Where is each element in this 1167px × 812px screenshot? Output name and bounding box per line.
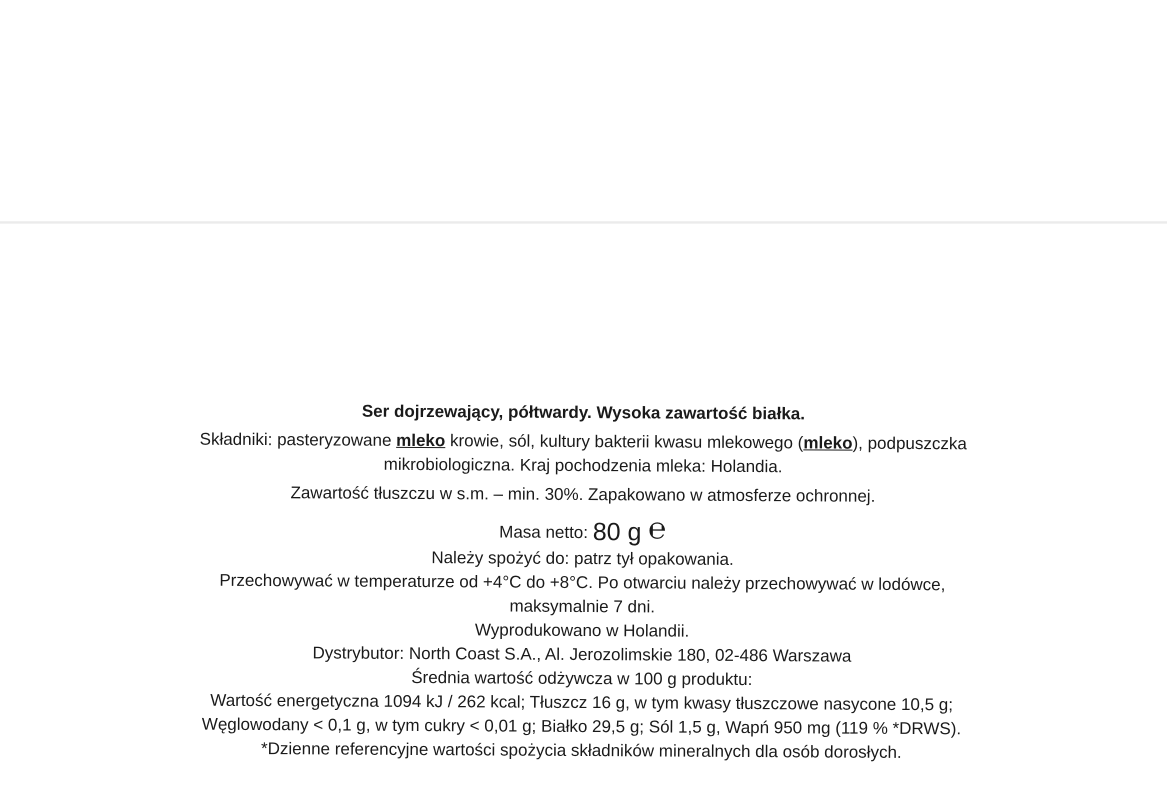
storage-line-2: maksymalnie 7 dni. [509, 596, 656, 617]
product-label [0, 397, 1167, 766]
net-mass-label: Masa netto: [499, 522, 593, 543]
allergen-milk-2: mleko [803, 433, 853, 453]
net-mass-value: 80 g [592, 518, 642, 547]
ingredients-text-1: Składniki: pasteryzowane [199, 429, 397, 450]
product-title: Ser dojrzewający, półtwardy. Wysoka zawartość białka. [361, 401, 806, 424]
footnote: *Dzienne referencyjne wartości spożycia składników mineralnych dla osób dorosłych. [260, 739, 902, 762]
ingredients-text-3: ), podpuszczka [852, 433, 967, 454]
nutrition-heading: Średnia wartość odżywcza w 100 g produktu: [411, 667, 753, 690]
distributor: Dystrybutor: North Coast S.A., Al. Jerozolimskie 180, 02-486 Warszawa [312, 643, 852, 666]
best-before: Należy spożyć do: patrz tył opakowania. [431, 548, 734, 569]
fat-content: Zawartość tłuszczu w s.m. – min. 30%. Zapakowano w atmosferze ochronnej. [290, 483, 876, 506]
ingredients-text-2: krowie, sól, kultury bakterii kwasu mlekowego ( [445, 431, 804, 453]
nutrition-line-1: Wartość energetyczna 1094 kJ / 262 kcal; Tłuszcz 16 g, w tym kwasy tłuszczowe nasycone 10,5 g; [210, 690, 954, 715]
origin: Wyprodukowano w Holandii. [474, 620, 690, 641]
nutrition-line-2: Węglowodany < 0,1 g, w tym cukry < 0,01 g; Białko 29,5 g; Sól 1,5 g, Wapń 950 mg (119 % *DRWS). [201, 714, 962, 739]
storage-line-1: Przechowywać w temperaturze od +4°C do +8°C. Po otwarciu należy przechowywać w lodówce, [219, 570, 946, 595]
estimated-sign-icon: ℮ [648, 512, 667, 546]
fold-line [0, 221, 1167, 224]
allergen-milk-1: mleko [396, 430, 446, 451]
ingredients-line-2: mikrobiologiczna. Kraj pochodzenia mleka: Holandia. [383, 454, 783, 477]
